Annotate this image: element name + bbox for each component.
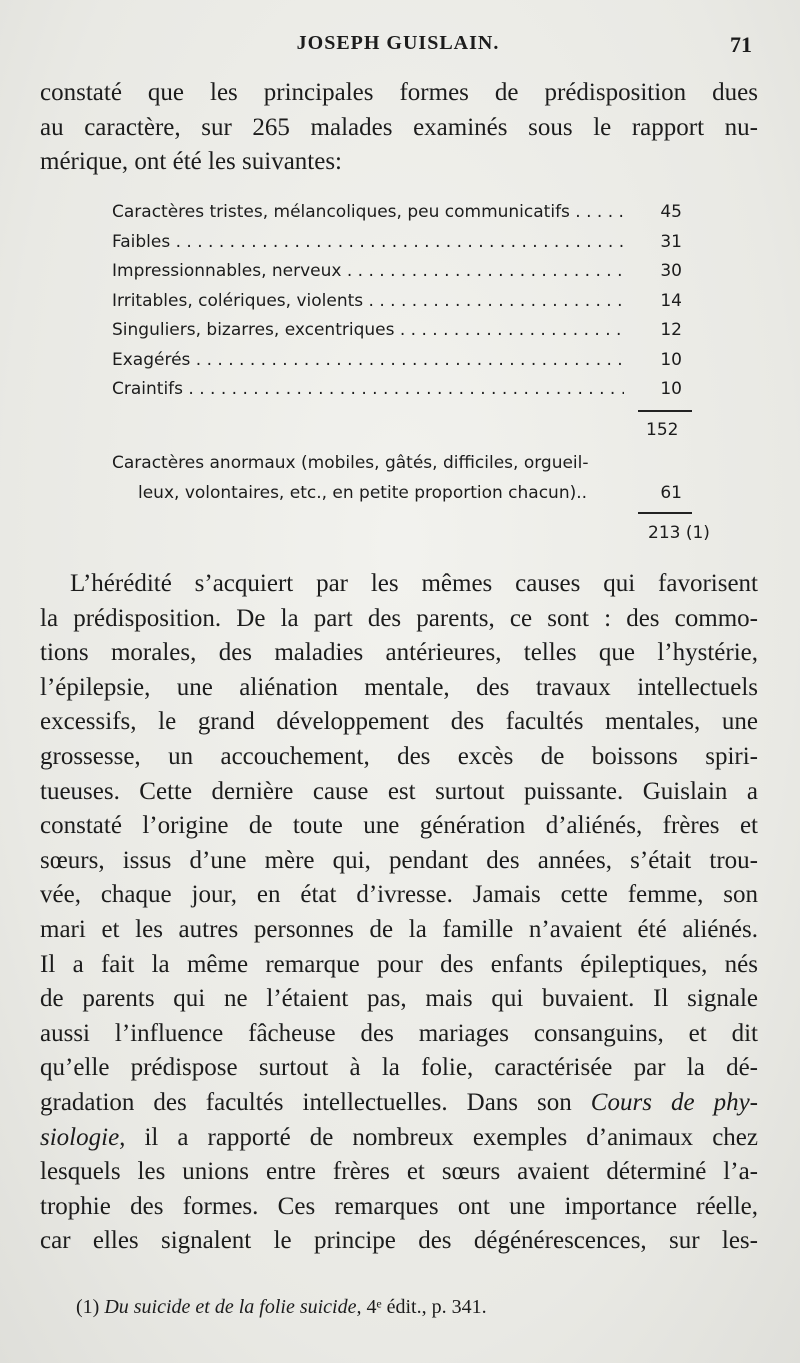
text-line: grossesse, un accouchement, des excès de boissons spiri-	[40, 742, 758, 770]
page-number: 71	[730, 32, 752, 57]
text-line: mérique, ont été les suivantes:	[40, 148, 343, 176]
intro-paragraph	[40, 76, 758, 180]
row-label: Singuliers, bizarres, excentriques . . .	[112, 316, 624, 346]
page-header	[40, 32, 756, 62]
abnormal-entry	[112, 448, 686, 508]
text-line: gradation des facultés intellectuelles. Dans son Cours de phy-	[40, 1088, 758, 1116]
table-row	[112, 316, 686, 346]
row-value: 45	[660, 202, 682, 222]
row-value: 12	[660, 320, 682, 340]
table-row	[112, 346, 686, 376]
table-row	[112, 257, 686, 287]
text-line: la prédisposition. De la part des parents, ce sont : des commo-	[40, 604, 758, 632]
text-line: excessifs, le grand développement des facultés mentales, une	[40, 708, 758, 736]
text-line: au caractère, sur 265 malades examinés sous le rapport nu-	[40, 113, 758, 141]
text-line: trophie des formes. Ces remarques ont une importance réelle,	[40, 1192, 758, 1220]
row-value: 31	[660, 231, 682, 252]
subtotal-value: 152	[646, 420, 679, 440]
text-line: sœurs, issus d’une mère qui, pendant des années, s’était trou-	[40, 846, 758, 874]
running-head: JOSEPH GUISLAIN.	[296, 32, 500, 54]
text-line: vée, chaque jour, en état d’ivresse. Jamais cette femme, son	[40, 881, 758, 909]
total-value: 213 (1)	[648, 523, 710, 543]
footnote-marker: (1)	[76, 1296, 100, 1318]
row-label: Caractères tristes, mélancoliques, peu communicatifs . . .	[112, 198, 624, 228]
text-line: l’épilepsie, une aliénation mentale, des travaux intellectuels	[40, 673, 758, 701]
text-line: tueuses. Cette dernière cause est surtout puissante. Guislain a	[40, 777, 758, 805]
row-value: 14	[660, 290, 682, 311]
table-row	[112, 287, 686, 317]
text-line: qu’elle prédispose surtout à la folie, caractérisée par la dé-	[40, 1054, 758, 1082]
table-row	[112, 198, 686, 228]
sum-rule	[638, 410, 692, 412]
row-value: 10	[660, 349, 682, 370]
abnormal-value: 61	[660, 483, 682, 503]
text-line: mari et les autres personnes de la famille n’avaient été aliénés.	[40, 915, 758, 943]
abnormal-label-line2	[112, 478, 686, 508]
text-line: Il a fait la même remarque pour des enfants épileptiques, nés	[40, 950, 758, 978]
row-label: Craintifs . . .	[112, 375, 624, 405]
table-row	[112, 375, 686, 405]
text-line: aussi l’influence fâcheuse des mariages consanguins, et dit	[40, 1019, 758, 1047]
table-row	[112, 228, 686, 258]
statistics-table	[112, 198, 686, 405]
text-line: car elles signalent le principe des dégénérescences, sur les-	[40, 1227, 758, 1255]
abnormal-label-line1: Caractères anormaux (mobiles, gâtés, difficiles, orgueil-	[112, 453, 589, 473]
row-value: 10	[660, 379, 682, 399]
total-rule	[638, 512, 692, 514]
text-line: L’hérédité s’acquiert par les mêmes causes qui favorisent	[70, 570, 758, 597]
footnote-title: Du suicide et de la folie suicide,	[104, 1296, 362, 1318]
footnote	[76, 1296, 487, 1319]
abnormal-label-text: leux, volontaires, etc., en petite proportion chacun)..	[138, 483, 588, 503]
book-title: Cours de phy-	[590, 1088, 758, 1116]
text-line: constaté l’origine de toute une génération d’aliénés, frères et	[40, 812, 758, 840]
book-title: siologie,	[40, 1123, 126, 1151]
row-label: Faibles . . .	[112, 228, 624, 258]
text-line: tions morales, des maladies antérieures, telles que l’hystérie,	[40, 639, 758, 667]
footnote-edition: 4ᵉ édit., p. 341.	[366, 1296, 487, 1318]
text-line: lesquels les unions entre frères et sœurs avaient déterminé l’a-	[40, 1158, 758, 1186]
row-label: Impressionnables, nerveux . . .	[112, 257, 624, 287]
row-label: Exagérés . . .	[112, 346, 624, 376]
text-line: siologie, il a rapporté de nombreux exemples d’animaux chez	[40, 1123, 758, 1151]
row-label: Irritables, colériques, violents . . .	[112, 287, 624, 317]
text-line: constaté que les principales formes de prédisposition dues	[40, 79, 758, 106]
body-paragraph	[40, 567, 758, 1259]
row-value: 30	[660, 261, 682, 281]
text-line: de parents qui ne l’étaient pas, mais qui buvaient. Il signale	[40, 985, 758, 1013]
